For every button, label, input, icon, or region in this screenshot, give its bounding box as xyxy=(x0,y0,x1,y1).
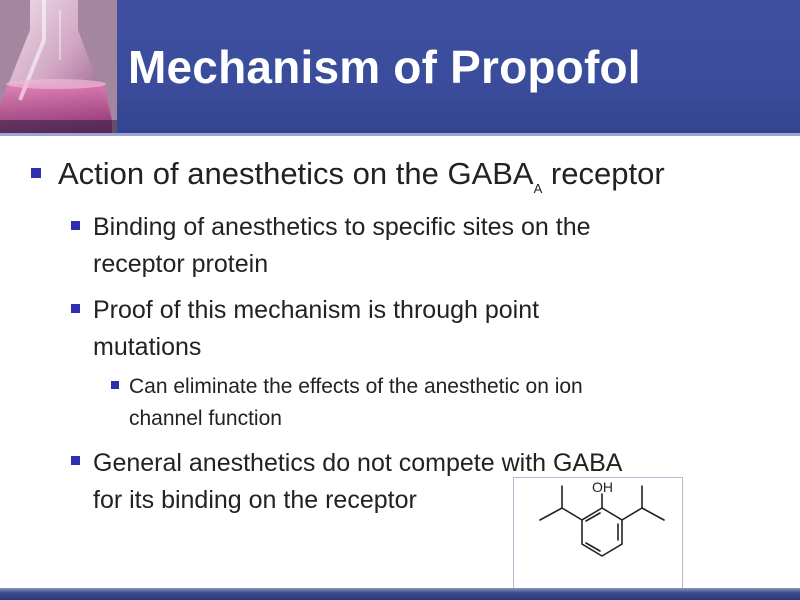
bullet-line: Proof of this mechanism is through point xyxy=(93,296,540,324)
bullet-line: for its binding on the receptor xyxy=(93,486,417,514)
bullet-line: receptor protein xyxy=(93,250,269,278)
bullet-square-icon xyxy=(71,456,80,465)
oh-label: OH xyxy=(592,479,613,495)
bullet-square-icon xyxy=(111,381,119,389)
flask-icon xyxy=(0,0,117,133)
footer-bar xyxy=(0,588,800,600)
bullet-line: channel function xyxy=(129,407,282,430)
propofol-molecule-icon xyxy=(514,478,682,588)
flask-image xyxy=(0,0,117,133)
bullet-square-icon xyxy=(31,168,41,178)
bullet-gaba-receptor xyxy=(58,156,665,196)
bullet-text: Action of anesthetics on the GABA xyxy=(58,156,534,191)
subscript-a: A xyxy=(533,181,543,196)
bullet-line: Binding of anesthetics to specific sites on the xyxy=(93,213,591,241)
propofol-structure xyxy=(513,477,683,589)
title-bar-divider xyxy=(0,133,800,136)
bullet-square-icon xyxy=(71,304,80,313)
bullet-binding xyxy=(93,209,591,283)
bullet-proof xyxy=(93,292,539,366)
slide-title: Mechanism of Propofol xyxy=(128,41,641,93)
bullet-line: Can eliminate the effects of the anesthetic on ion xyxy=(129,375,583,398)
bullet-line: mutations xyxy=(93,333,202,361)
bullet-line: General anesthetics do not compete with GABA xyxy=(93,449,623,477)
bullet-square-icon xyxy=(71,221,80,230)
bullet-eliminate-effects xyxy=(129,371,583,435)
bullet-text-suffix: receptor xyxy=(550,156,665,191)
